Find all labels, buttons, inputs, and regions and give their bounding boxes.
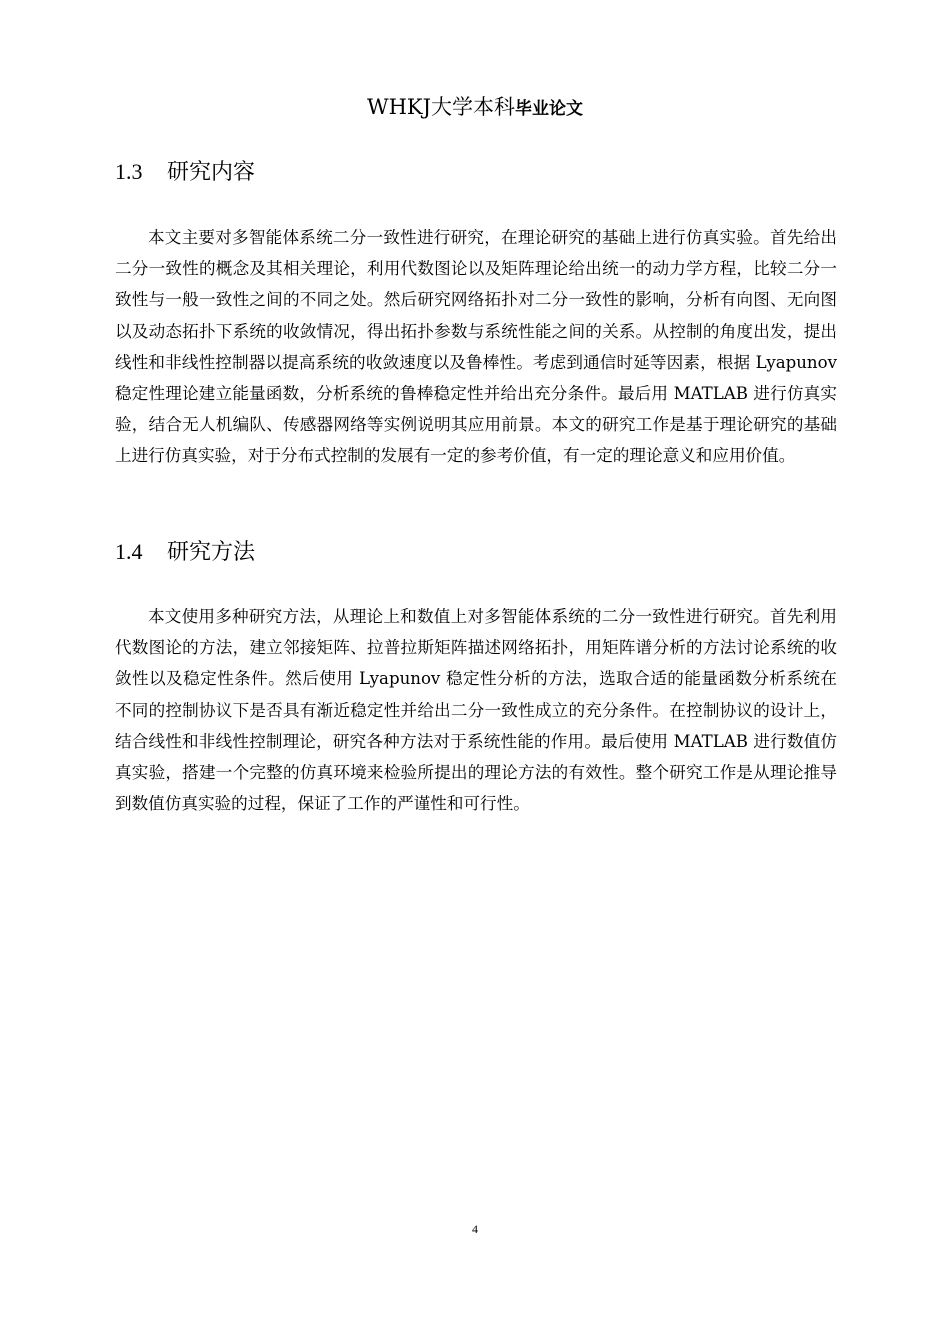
section-title: 研究内容 (167, 160, 256, 185)
section-number: 1.3 (115, 159, 143, 184)
section-1-4-paragraph: 本文使用多种研究方法，从理论上和数值上对多智能体系统的二分一致性进行研究。首先利用代数图论的方法，建立邻接矩阵、拉普拉斯矩阵描述网络拓扑，用矩阵谱分析的方法讨论系统的收敛性以及稳定性条件。然后使用 Lyapunov 稳定性分析的方法，选取合适的能量函数分析系统在不同的控制协议下是否具有渐近稳定性并给出二分一致性成立的充分条件。在控制协议的设计上，结合线性和非线性控制理论，研究各种方法对于系统性能的作用。最后使用 MATLAB 进行数值仿真实验，搭建一个完整的仿真环境来检验所提出的理论方法的有效性。整个研究工作是从理论推导到数值仿真实验的过程，保证了工作的严谨性和可行性。 (115, 607, 837, 814)
section-title: 研究方法 (167, 540, 256, 565)
page-header (0, 92, 950, 124)
section-number: 1.4 (115, 539, 143, 564)
page-number: 4 (472, 1222, 478, 1236)
section-1-3-paragraph: 本文主要对多智能体系统二分一致性进行研究，在理论研究的基础上进行仿真实验。首先给出二分一致性的概念及其相关理论，利用代数图论以及矩阵理论给出统一的动力学方程，比较二分一致性与一般一致性之间的不同之处。然后研究网络拓扑对二分一致性的影响，分析有向图、无向图以及动态拓扑下系统的收敛情况，得出拓扑参数与系统性能之间的关系。从控制的角度出发，提出线性和非线性控制器以提高系统的收敛速度以及鲁棒性。考虑到通信时延等因素，根据 Lyapunov 稳定性理论建立能量函数，分析系统的鲁棒稳定性并给出充分条件。最后用 MATLAB 进行仿真实验，结合无人机编队、传感器网络等实例说明其应用前景。本文的研究工作是基于理论研究的基础上进行仿真实验，对于分布式控制的发展有一定的参考价值，有一定的理论意义和应用价值。 (115, 228, 837, 466)
section-heading-1-4 (115, 537, 255, 568)
header-title-main: WHKJ大学本科 (366, 95, 515, 119)
header-title-suffix: 毕业论文 (515, 99, 583, 119)
section-heading-1-3 (115, 157, 255, 188)
